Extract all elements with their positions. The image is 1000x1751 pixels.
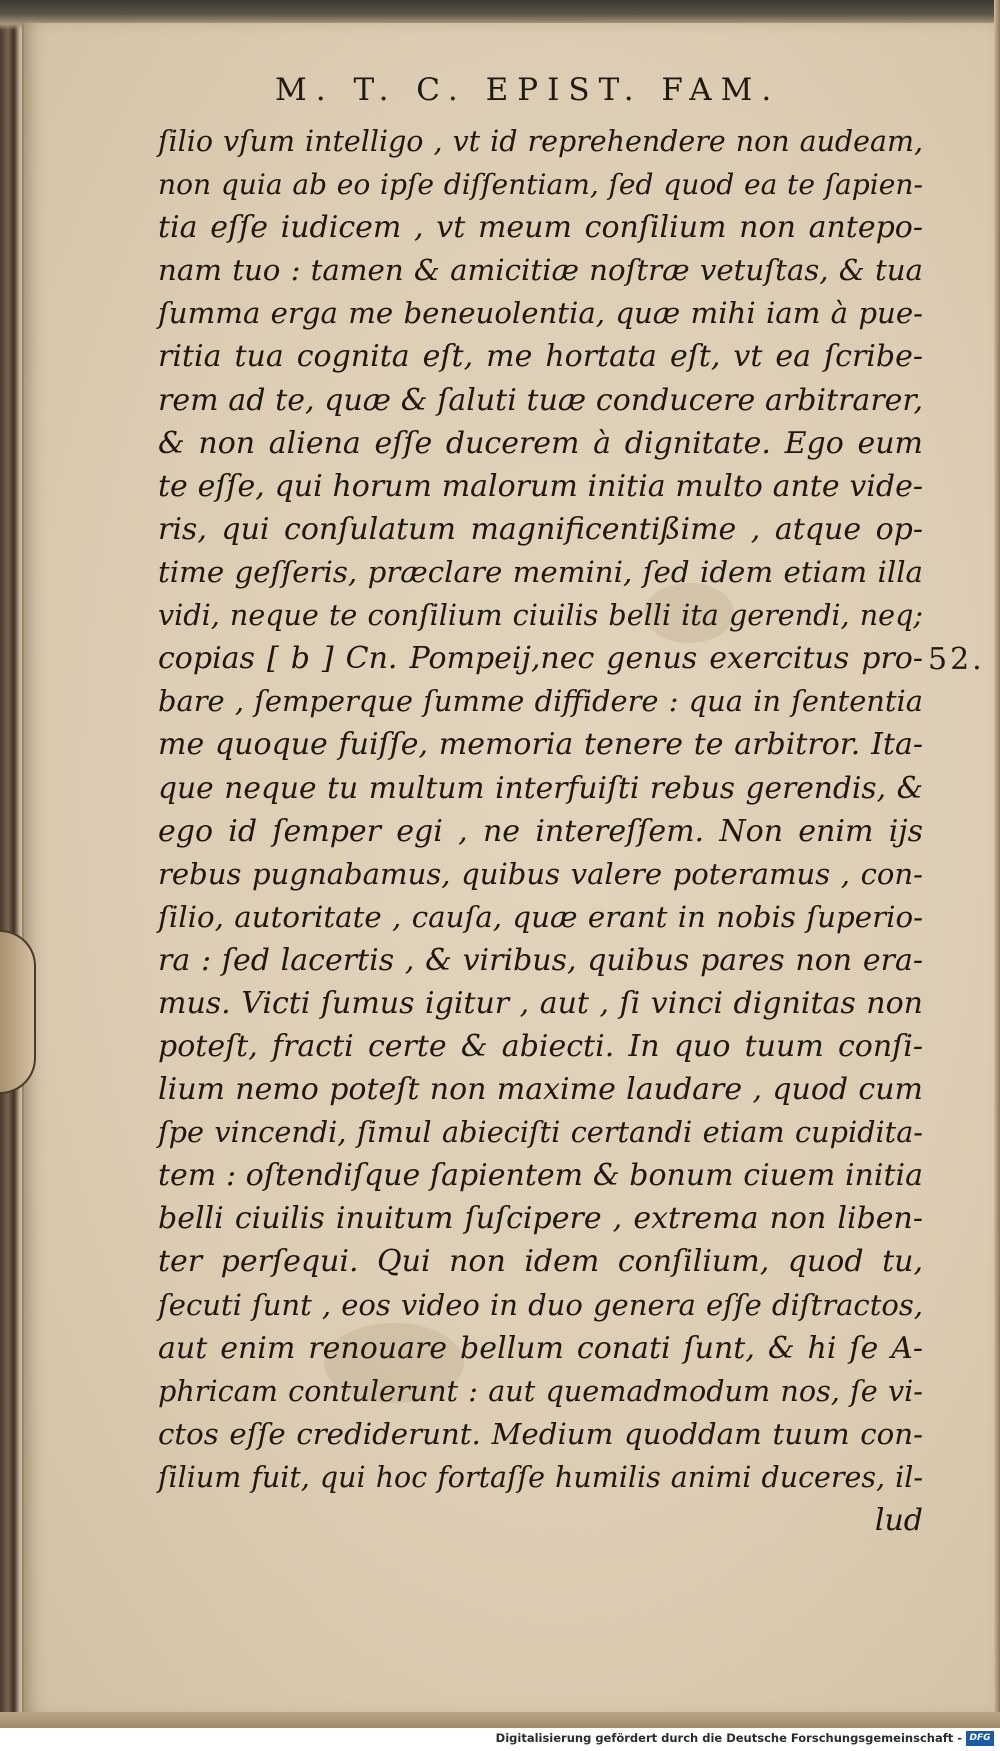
binding-clasp: [0, 930, 36, 1094]
text-line: ſpe vincendi, ſimul abieciſti certandi etiam cupidita-: [158, 1115, 923, 1150]
text-line: tia eſſe iudicem , vt meum conſilium non antepo-: [158, 210, 923, 246]
text-line: te eſſe, qui horum malorum initia multo ante vide-: [158, 468, 923, 504]
text-line: ſecuti ſunt , eos video in duo genera eſſe diſtractos,: [158, 1287, 923, 1322]
text-line: vidi, neque te conſilium ciuilis belli ita gerendi, neq;: [158, 598, 923, 633]
text-line: bare , ſemperque ſumme diffidere : qua in ſententia: [158, 684, 923, 719]
page-fore-edge: [994, 0, 1000, 1751]
body-text: [158, 120, 923, 1542]
dfg-logo: DFG: [966, 1731, 994, 1746]
digitization-credit: Digitalisierung gefördert durch die Deutsche Forschungsgemeinschaft -: [495, 1731, 962, 1745]
text-line: ſilio vſum intelligo , vt id reprehendere non audeam,: [158, 125, 923, 158]
text-line: non quia ab eo ipſe diſſentiam, ſed quod ea te ſapien-: [158, 168, 923, 202]
text-line: ctos eſſe crediderunt. Medium quoddam tuum con-: [158, 1416, 923, 1451]
text-line: rem ad te, quæ & ſaluti tuæ conducere arbitrarer,: [158, 382, 923, 418]
text-line: nam tuo : tamen & amicitiæ noſtræ vetuſtas, & tua: [158, 253, 923, 288]
text-line: & non aliena eſſe ducerem à dignitate. Ego eum: [158, 425, 923, 461]
text-line: ego id ſemper egi , ne intereſſem. Non enim ijs: [158, 813, 923, 849]
text-line: ſumma erga me beneuolentia, quæ mihi iam à pue-: [158, 296, 923, 331]
margin-note-number: 52.: [928, 642, 985, 677]
text-line: mus. Victi ſumus igitur , aut , ſi vinci dignitas non: [158, 985, 923, 1021]
text-line: copias [ b ] Cn. Pompeij,nec genus exercitus pro-: [158, 641, 923, 677]
text-line: ritia tua cognita eſt, me hortata eſt, vt ea ſcribe-: [158, 339, 923, 375]
text-line: que neque tu multum interfuiſti rebus gerendis, &: [158, 770, 923, 806]
book-bottom-edge: [0, 1712, 1000, 1728]
text-line: tem : oſtendiſque ſapientem & bonum ciuem initia: [158, 1158, 923, 1194]
text-line: poteſt, fracti certe & abiecti. In quo tuum conſi-: [158, 1028, 923, 1064]
text-line: time geſſeris, præclare memini, ſed idem etiam illa: [158, 554, 923, 589]
text-line: ra : ſed lacertis , & viribus, quibus pares non era-: [158, 942, 923, 978]
text-line: rebus pugnabamus, quibus valere poteramus , con-: [158, 856, 923, 891]
text-line: lium nemo poteſt non maxime laudare , quod cum: [158, 1072, 923, 1108]
text-line: belli ciuilis inuitum ſuſcipere , extrema non liben-: [158, 1201, 923, 1237]
text-line: aut enim renouare bellum conati ſunt, & hi ſe A-: [158, 1330, 923, 1366]
text-line: ris, qui conſulatum magnificentißime , atque op-: [158, 511, 923, 547]
text-line: ſilium fuit, qui hoc fortaſſe humilis animi duceres, il-: [158, 1460, 923, 1494]
text-line: phricam contulerunt : aut quemadmodum nos, ſe vi-: [158, 1373, 923, 1408]
catchword-line: lud: [874, 1503, 923, 1538]
text-line: me quoque fuiſſe, memoria tenere te arbitror. Ita-: [158, 727, 923, 763]
text-line: ter perſequi. Qui non idem conſilium, quod tu,: [158, 1244, 923, 1280]
running-header: M. T. C. EPIST. FAM.: [275, 72, 781, 108]
text-line: ſilio, autoritate , cauſa, quæ erant in nobis ſuperio-: [158, 899, 923, 934]
